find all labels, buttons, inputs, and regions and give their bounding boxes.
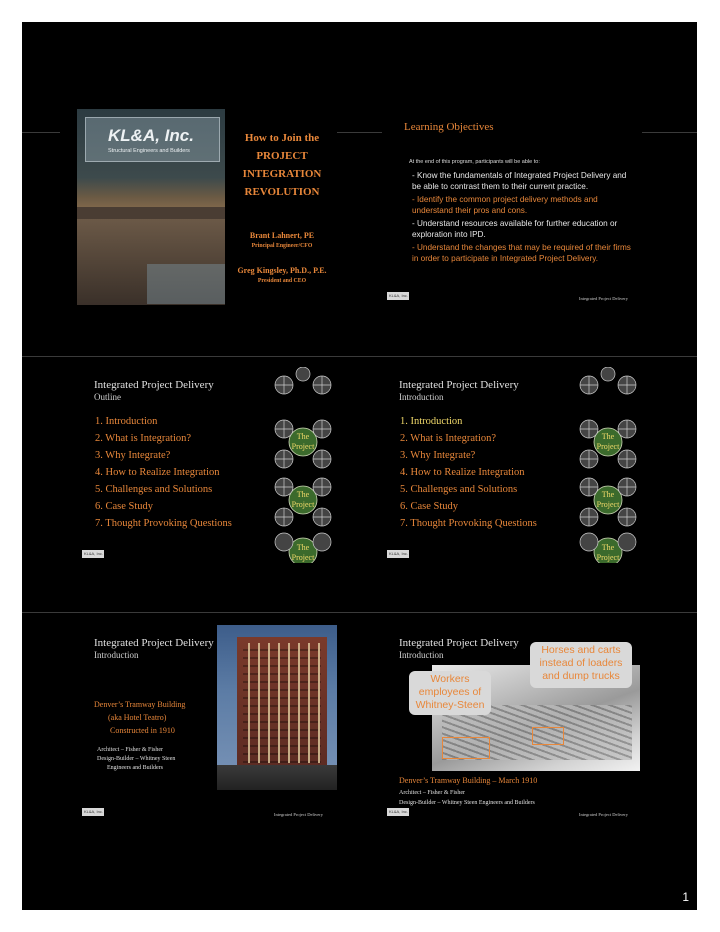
presenter-role: President and CEO bbox=[257, 278, 307, 284]
description-line: (aka Hotel Teatro) bbox=[108, 713, 167, 722]
project-graphic bbox=[577, 367, 639, 563]
outline-item: 7. Thought Provoking Questions bbox=[95, 518, 232, 529]
title-line: How to Join the bbox=[244, 132, 320, 144]
slide-title: Learning Objectives bbox=[404, 121, 494, 133]
description-line: Constructed in 1910 bbox=[110, 726, 175, 735]
footer-text: Integrated Project Delivery bbox=[579, 812, 628, 817]
slide-subtitle: Introduction bbox=[94, 650, 139, 660]
footer-text: Integrated Project Delivery bbox=[579, 296, 628, 301]
building-windows bbox=[243, 643, 321, 763]
project-graphic bbox=[272, 367, 334, 563]
sign-title: KL&A, Inc. bbox=[108, 126, 194, 145]
credit-line: Design-Builder – Whitney Steen Engineers and Builders bbox=[399, 800, 535, 806]
credit-line: Architect – Fisher & Fisher bbox=[97, 747, 163, 753]
hotel-teatro-photo bbox=[217, 625, 337, 790]
outline-list bbox=[400, 413, 537, 532]
description-line: Denver’s Tramway Building bbox=[94, 700, 186, 709]
presenter-name: Greg Kingsley, Ph.D., P.E. bbox=[237, 266, 327, 275]
footer-logo: KL&A, Inc. bbox=[389, 809, 408, 814]
outline-list bbox=[95, 413, 232, 532]
outline-item: 7. Thought Provoking Questions bbox=[400, 518, 537, 529]
desk-counter bbox=[77, 207, 225, 219]
divider bbox=[22, 356, 697, 357]
handout-page bbox=[22, 22, 697, 910]
credits bbox=[399, 788, 535, 808]
graphic-label: Project bbox=[596, 553, 620, 562]
slide-title: Integrated Project Delivery bbox=[94, 379, 214, 391]
outline-item: 6. Case Study bbox=[400, 501, 459, 512]
presenter-role: Principal Engineer/CFO bbox=[251, 243, 313, 249]
highlight-box-horses bbox=[532, 727, 564, 745]
presenter-name: Brant Lahnert, PE bbox=[249, 231, 315, 240]
callout-horses-carts: Horses and carts instead of loaders and dump trucks bbox=[530, 642, 632, 688]
presentation-title bbox=[227, 129, 337, 201]
outline-item: 4. How to Realize Integration bbox=[400, 467, 525, 478]
slide-subtitle: Introduction bbox=[399, 650, 444, 660]
outline-item: 1. Introduction bbox=[95, 416, 158, 427]
building-description bbox=[94, 698, 219, 737]
outline-item: 5. Challenges and Solutions bbox=[95, 484, 213, 495]
footer-logo: KL&A, Inc. bbox=[84, 551, 103, 556]
footer-logo: KL&A, Inc. bbox=[389, 551, 408, 556]
footer-logo: KL&A, Inc. bbox=[84, 809, 103, 814]
sign-subtitle: Structural Engineers and Builders bbox=[108, 148, 190, 154]
sign-panel bbox=[85, 117, 220, 162]
presenter-2 bbox=[227, 266, 337, 284]
callout-workers: Workers employees of Whitney-Steen bbox=[409, 671, 491, 715]
graphic-label: The bbox=[296, 490, 310, 499]
footer-logo: KL&A, Inc. bbox=[389, 293, 408, 298]
graphic-label: Project bbox=[291, 442, 315, 451]
outline-item: 4. How to Realize Integration bbox=[95, 467, 220, 478]
street-level bbox=[217, 765, 337, 790]
objective-item: - Understand the changes that may be required of their firms in order to participate in Integrated Project Delivery. bbox=[412, 243, 631, 263]
slide-title bbox=[77, 109, 337, 305]
graphic-label: Project bbox=[291, 500, 315, 509]
slide-tramway-building bbox=[77, 625, 337, 821]
presenter-1 bbox=[227, 231, 337, 249]
objective-item: - Identify the common project delivery methods and understand their pros and cons. bbox=[412, 195, 598, 215]
title-line: PROJECT bbox=[256, 150, 308, 162]
outline-item: 3. Why Integrate? bbox=[400, 450, 476, 461]
credit-line: Design-Builder – Whitney Steen bbox=[97, 756, 176, 762]
graphic-label: The bbox=[601, 490, 615, 499]
objectives-intro: At the end of this program, participants will be able to: bbox=[409, 159, 540, 165]
graphic-label: The bbox=[601, 543, 615, 552]
graphic-label: Project bbox=[596, 442, 620, 451]
highlight-box-workers bbox=[442, 737, 490, 759]
slide-subtitle: Introduction bbox=[399, 392, 444, 402]
divider bbox=[22, 132, 60, 133]
outline-item-active: 1. Introduction bbox=[400, 416, 463, 427]
divider bbox=[22, 612, 697, 613]
footer-text: Integrated Project Delivery bbox=[274, 812, 323, 817]
photo-caption: Denver’s Tramway Building – March 1910 bbox=[399, 776, 538, 785]
divider bbox=[337, 132, 382, 133]
outline-item: 6. Case Study bbox=[95, 501, 154, 512]
title-line: REVOLUTION bbox=[244, 186, 320, 198]
graphic-label: Project bbox=[291, 553, 315, 562]
objective-item: - Understand resources available for further education or exploration into IPD. bbox=[412, 219, 618, 239]
glass-reflection bbox=[147, 264, 225, 304]
slide-title: Integrated Project Delivery bbox=[399, 379, 519, 391]
page-number: 1 bbox=[682, 890, 689, 904]
credit-line: Architect – Fisher & Fisher bbox=[399, 790, 465, 796]
outline-item: 5. Challenges and Solutions bbox=[400, 484, 518, 495]
slide-subtitle: Outline bbox=[94, 392, 121, 402]
slide-title: Integrated Project Delivery bbox=[94, 637, 214, 649]
outline-item: 2. What is Integration? bbox=[95, 433, 192, 444]
outline-item: 2. What is Integration? bbox=[400, 433, 497, 444]
office-photo bbox=[77, 109, 225, 305]
graphic-label: The bbox=[296, 432, 310, 441]
slide-outline bbox=[77, 367, 337, 563]
title-line: INTEGRATION bbox=[242, 168, 322, 180]
objective-item: - Know the fundamentals of Integrated Project Delivery and be able to contrast them to their current practice. bbox=[412, 171, 627, 191]
building-credits bbox=[97, 746, 222, 773]
outline-item: 3. Why Integrate? bbox=[95, 450, 171, 461]
graphic-label: The bbox=[601, 432, 615, 441]
slide-learning-objectives bbox=[382, 109, 642, 305]
credit-line: Engineers and Builders bbox=[107, 765, 163, 771]
graphic-label: Project bbox=[596, 500, 620, 509]
slide-title: Integrated Project Delivery bbox=[399, 637, 519, 649]
slide-tramway-construction bbox=[382, 625, 642, 821]
graphic-label: The bbox=[296, 543, 310, 552]
divider bbox=[642, 132, 697, 133]
slide-introduction-outline bbox=[382, 367, 642, 563]
